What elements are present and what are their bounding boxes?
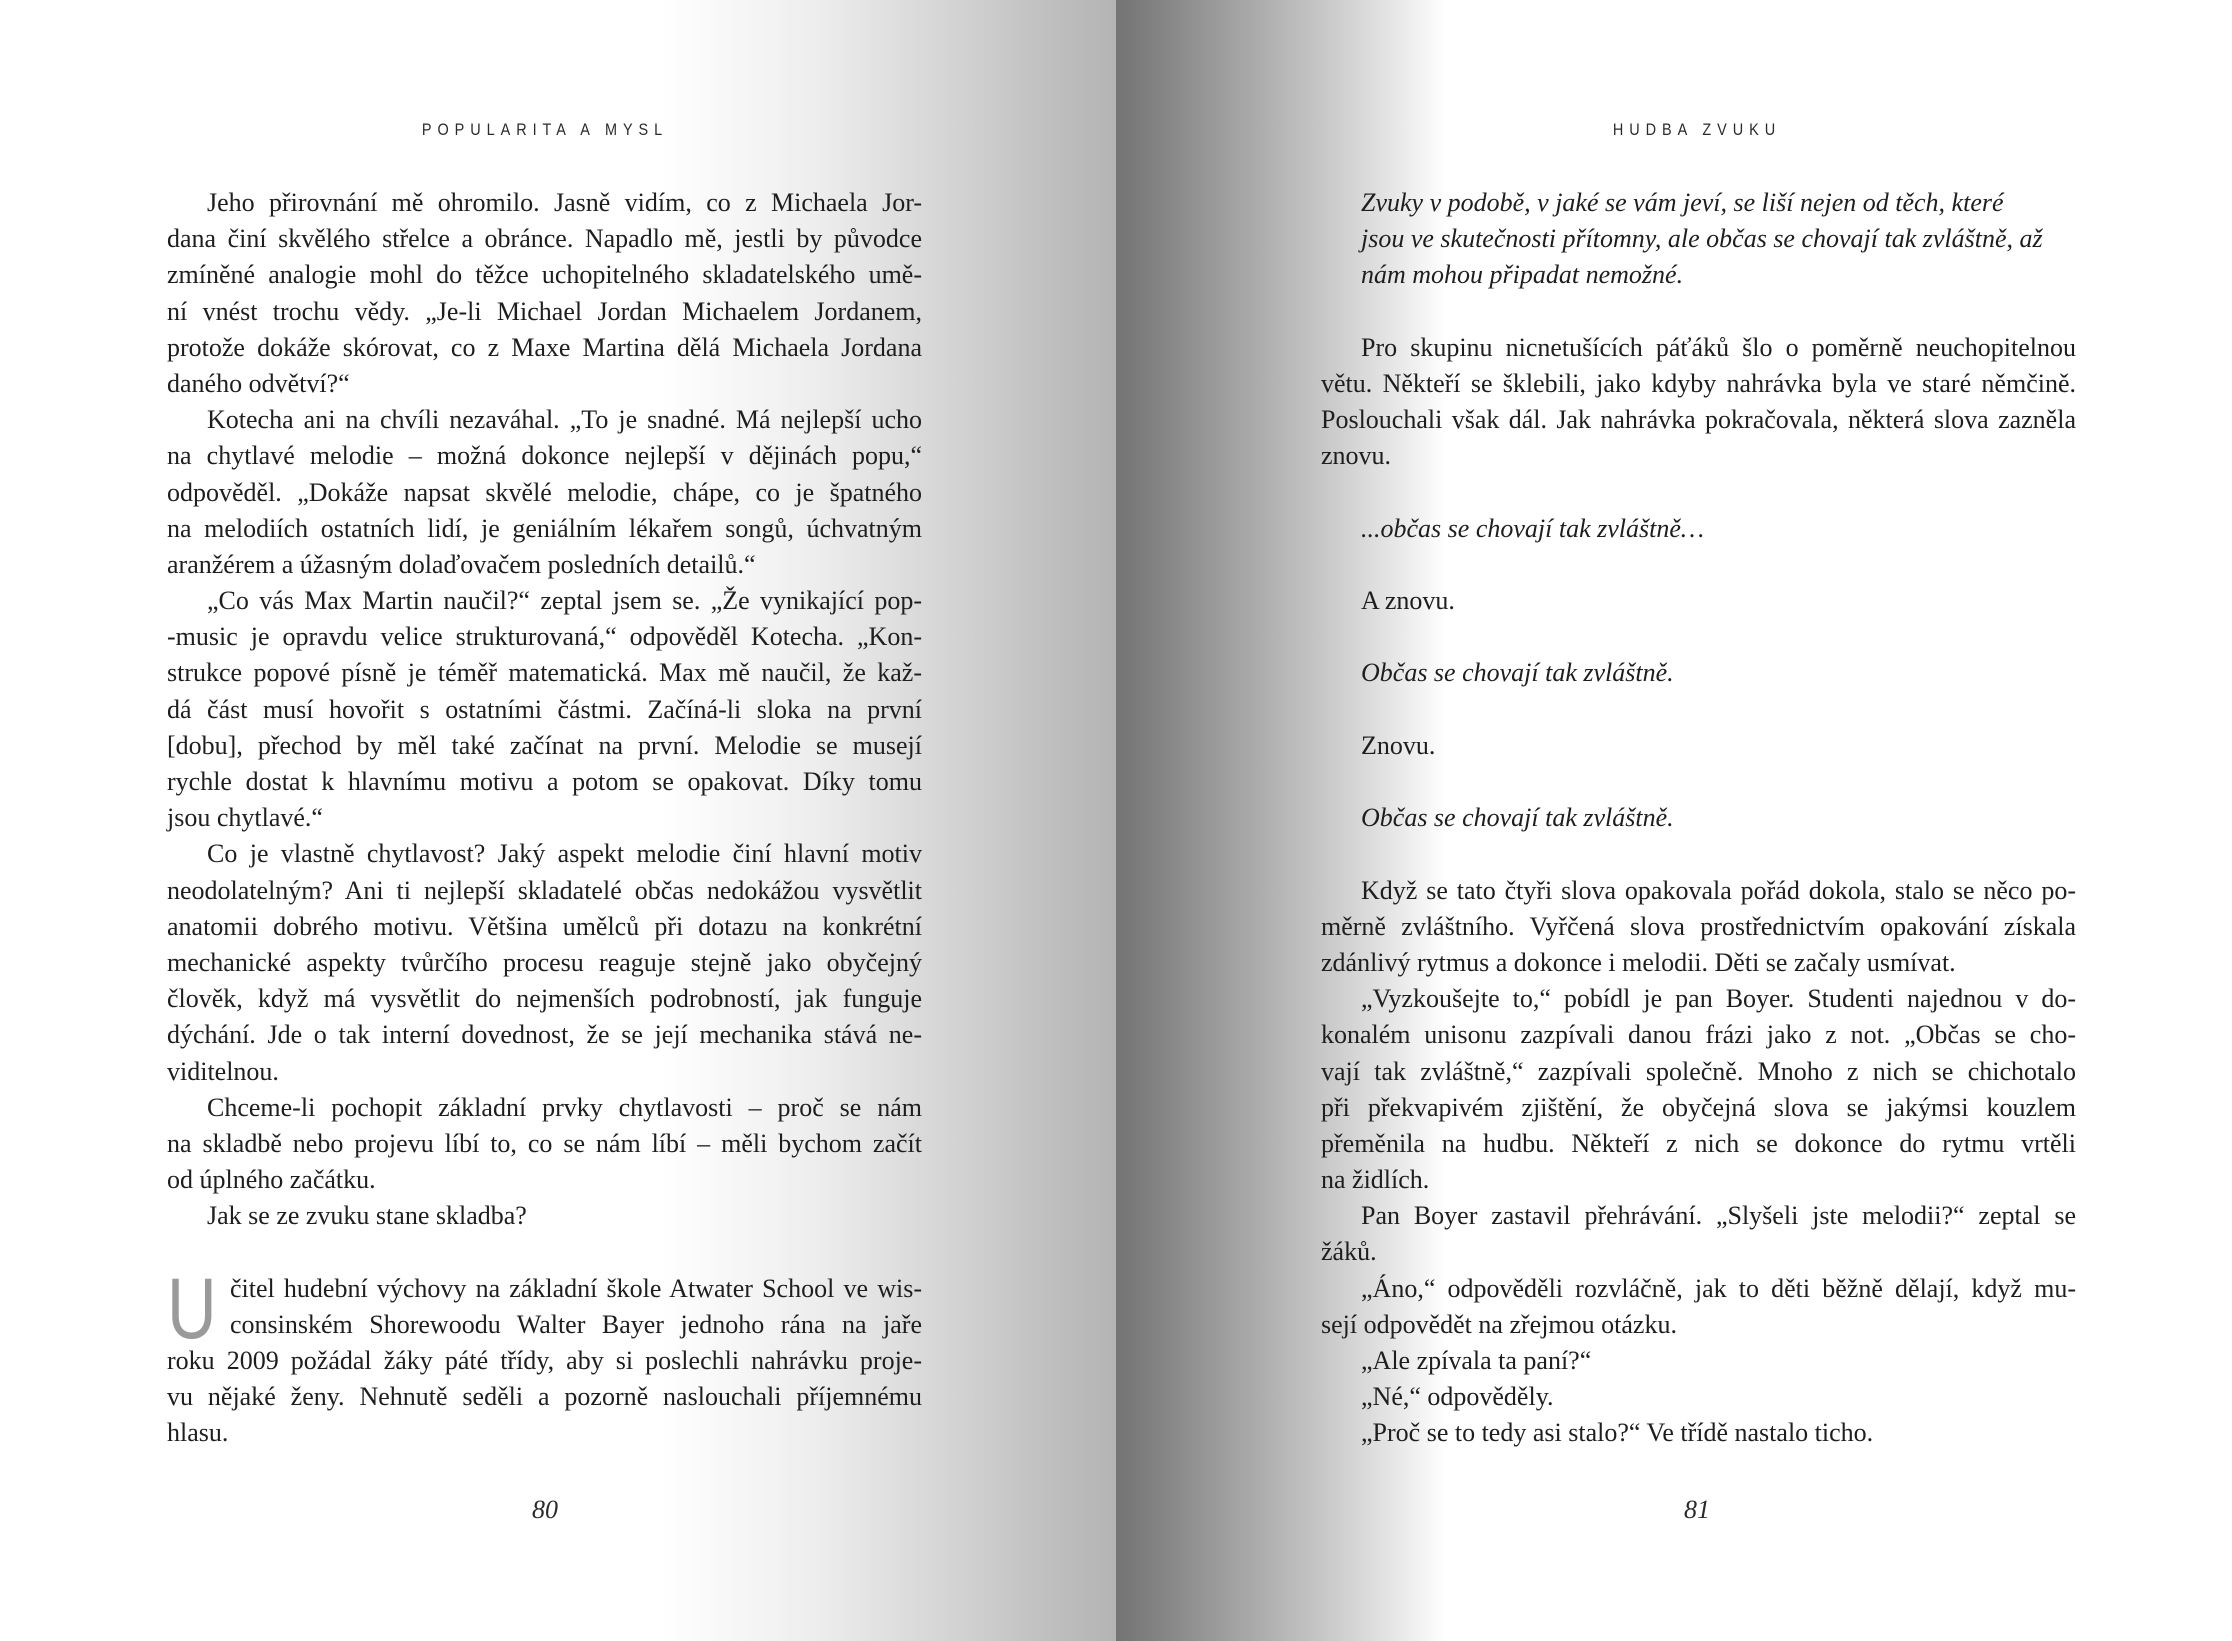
drop-cap: U	[167, 1260, 217, 1357]
text-line: větu. Někteří se šklebili, jako kdyby nahrávka byla ve staré němčině.	[1321, 368, 2076, 398]
paragraph	[167, 836, 922, 1089]
italic-quote	[1321, 511, 2076, 547]
text-line: na chytlavé melodie – možná dokonce nejlepší v dějinách popu,“	[167, 441, 922, 471]
paragraph	[1321, 981, 2076, 1198]
paragraph	[167, 185, 922, 402]
text-line: na melodiích ostatních lidí, je geniálním lékařem songů, úchvatným	[167, 513, 922, 543]
paragraph	[167, 1198, 922, 1234]
text-line: Pan Boyer zastavil přehrávání. „Slyšeli jste melodii?“ zeptal se	[1361, 1201, 2076, 1231]
page-text	[1321, 185, 2076, 1452]
text-line: zdánlivý rytmus a dokonce i melodii. Děti se začaly usmívat.	[1321, 947, 1956, 977]
page-number: 81	[1684, 1495, 1710, 1524]
paragraph	[1321, 1415, 2076, 1451]
paragraph	[1321, 1379, 2076, 1415]
paragraph-gap	[1321, 619, 2076, 655]
paragraph-gap	[1321, 294, 2076, 330]
text-line: roku 2009 požádal žáky páté třídy, aby si poslechli nahrávku proje-	[167, 1346, 922, 1375]
text-line: jsou ve skutečnosti přítomny, ale občas se chovají tak zvláštně, až	[1361, 224, 2043, 254]
paragraph	[1321, 1271, 2076, 1343]
text-line: Občas se chovají tak zvláštně.	[1361, 658, 1674, 688]
running-head: HUDBA ZVUKU	[1612, 120, 1782, 139]
page-number: 80	[532, 1495, 558, 1524]
paragraph	[167, 402, 922, 583]
text-line: Kotecha ani na chvíli nezaváhal. „To je snadné. Má nejlepší ucho	[207, 405, 922, 435]
text-line: na skladbě nebo projevu líbí to, co se nám líbí – měli bychom začít	[167, 1128, 922, 1158]
paragraph	[1321, 330, 2076, 475]
text-line: neodolatelným? Ani ti nejlepší skladatelé občas nedokážou vysvětlit	[167, 875, 922, 905]
text-line: „Áno,“ odpověděli rozvláčně, jak to děti běžně dělají, když mu-	[1361, 1273, 2076, 1303]
text-line: znovu.	[1321, 441, 1392, 471]
text-line: čitel hudební výchovy na základní škole Atwater School ve wis-	[230, 1273, 922, 1303]
text-line: strukce popové písně je téměř matematická. Max mě naučil, že kaž-	[167, 658, 922, 688]
text-line: Co je vlastně chytlavost? Jaký aspekt melodie činí hlavní motiv	[207, 839, 922, 869]
text-line: A znovu.	[1361, 586, 1455, 616]
text-line: anatomii dobrého motivu. Většina umělců při dotazu na konkrétní	[167, 911, 922, 941]
text-line: přeměnila na hudbu. Někteří z nich se dokonce do rytmu vrtěli	[1321, 1128, 2076, 1158]
text-line: Poslouchali však dál. Jak nahrávka pokračovala, některá slova zazněla	[1321, 405, 2076, 435]
text-line: měrně zvláštního. Vyřčená slova prostřednictvím opakování získala	[1321, 911, 2076, 941]
text-line: daného odvětví?“	[167, 368, 350, 398]
text-line: nám mohou připadat nemožné.	[1361, 260, 1684, 290]
paragraph-gap	[1321, 836, 2076, 872]
italic-quote	[1321, 655, 2076, 691]
italic-quote	[1321, 800, 2076, 836]
text-line: Zvuky v podobě, v jaké se vám jeví, se liší nejen od těch, které	[1361, 188, 2004, 217]
text-line: odpověděl. „Dokáže napsat skvělé melodie, chápe, co je špatného	[167, 477, 922, 507]
text-line: Chceme-li pochopit základní prvky chytlavosti – proč se nám	[207, 1092, 922, 1122]
text-line: „Vyzkoušejte to,“ pobídl je pan Boyer. Studenti najednou v do-	[1361, 984, 2076, 1014]
text-line: na židlích.	[1321, 1165, 1430, 1195]
paragraph	[1321, 1343, 2076, 1379]
text-line: Jak se ze zvuku stane skladba?	[207, 1201, 527, 1231]
text-line: aranžérem a úžasným dolaďovačem posledních detailů.“	[167, 549, 756, 579]
italic-quote	[1321, 185, 2076, 294]
paragraph-gap	[1321, 692, 2076, 728]
paragraph	[1321, 1198, 2076, 1270]
paragraph	[1321, 873, 2076, 982]
text-line: Když se tato čtyři slova opakovala pořád dokola, stalo se něco po-	[1361, 875, 2076, 905]
text-line: ...občas se chovají tak zvláštně…	[1361, 513, 1704, 543]
text-line: [dobu], přechod by měl také začínat na první. Melodie se musejí	[167, 730, 922, 760]
text-line: dýchání. Jde o tak interní dovednost, že se její mechanika stává ne-	[167, 1020, 922, 1050]
text-line: viditelnou.	[167, 1056, 279, 1086]
text-line: dá část musí hovořit s ostatními částmi. Začíná-li sloka na první	[167, 694, 922, 724]
text-line: vu nějaké ženy. Nehnutě seděli a pozorně naslouchali příjemnému	[167, 1382, 922, 1412]
text-line: ní vnést trochu vědy. „Je-li Michael Jordan Michaelem Jordanem,	[167, 296, 922, 326]
text-line: mechanické aspekty tvůrčího procesu reaguje stejně jako obyčejný	[167, 947, 922, 977]
paragraph	[167, 1260, 922, 1452]
page-text	[167, 185, 922, 1452]
text-line: „Né,“ odpověděly.	[1361, 1382, 1554, 1412]
text-line: od úplného začátku.	[167, 1165, 376, 1195]
text-line: vají tak zvláštně,“ zazpívali společně. Mnoho z nich se chichotalo	[1321, 1056, 2076, 1086]
text-line: „Proč se to tedy asi stalo?“ Ve třídě nastalo ticho.	[1361, 1418, 1874, 1448]
text-line: při překvapivém zjištění, že obyčejná slova se jakýmsi kouzlem	[1321, 1092, 2076, 1122]
text-line: člověk, když má vysvětlit do nejmenších podrobností, jak funguje	[167, 984, 922, 1014]
text-line: Znovu.	[1361, 730, 1436, 760]
paragraph	[1321, 583, 2076, 619]
running-head: POPULARITA A MYSL	[421, 120, 669, 139]
text-line: „Ale zpívala ta paní?“	[1361, 1346, 1592, 1375]
text-line: žáků.	[1321, 1237, 1377, 1267]
text-line: rychle dostat k hlavnímu motivu a potom se opakovat. Díky tomu	[167, 767, 922, 796]
paragraph-gap	[167, 1234, 922, 1270]
text-line: Jeho přirovnání mě ohromilo. Jasně vidím, co z Michaela Jor-	[207, 188, 922, 217]
text-line: sejí odpovědět na zřejmou otázku.	[1321, 1309, 1677, 1339]
text-line: jsou chytlavé.“	[167, 803, 323, 833]
text-line: Občas se chovají tak zvláštně.	[1361, 803, 1674, 833]
text-line: consinském Shorewoodu Walter Bayer jednoho rána na jaře	[230, 1309, 922, 1339]
text-line: dana činí skvělého střelce a obránce. Napadlo mě, jestli by původce	[167, 224, 922, 254]
paragraph	[1321, 728, 2076, 764]
text-line: „Co vás Max Martin naučil?“ zeptal jsem se. „Že vynikající pop-	[207, 586, 922, 616]
text-line: konalém unisonu zazpívali danou frázi jako z not. „Občas se cho-	[1321, 1020, 2076, 1050]
paragraph-gap	[1321, 764, 2076, 800]
right-page	[1116, 0, 2232, 1641]
text-line: protože dokáže skórovat, co z Maxe Martina dělá Michaela Jordana	[167, 332, 922, 362]
text-line: hlasu.	[167, 1418, 229, 1448]
text-line: zmíněné analogie mohl do těžce uchopitelného skladatelského umě-	[167, 260, 922, 290]
paragraph-gap	[1321, 547, 2076, 583]
text-line: -music je opravdu velice strukturovaná,“ odpověděl Kotecha. „Kon-	[167, 622, 922, 652]
paragraph-gap	[1321, 475, 2076, 511]
paragraph	[167, 1090, 922, 1199]
paragraph	[167, 583, 922, 836]
text-line: Pro skupinu nicnetušících páťáků šlo o poměrně neuchopitelnou	[1361, 332, 2076, 362]
